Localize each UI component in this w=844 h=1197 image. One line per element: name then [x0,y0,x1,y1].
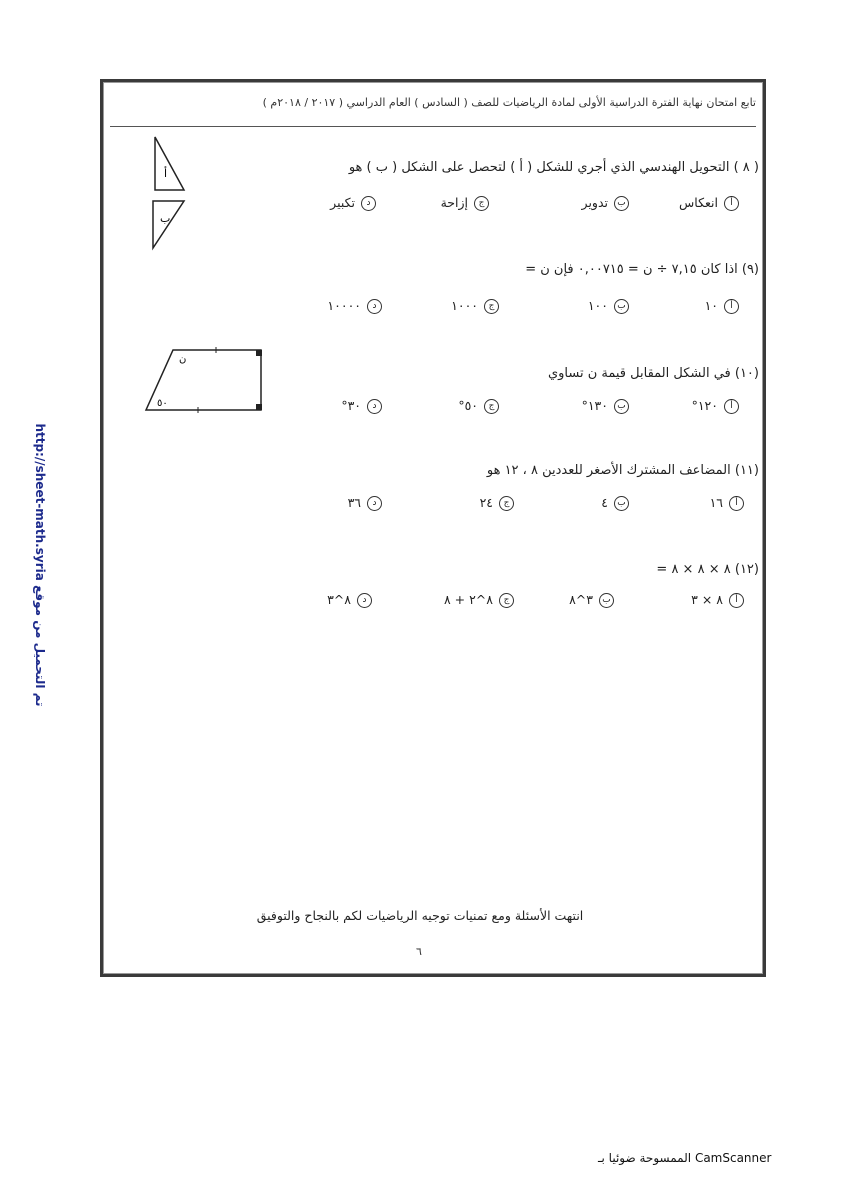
option-letter: ج [499,593,514,608]
trapezoid-figure [143,346,268,416]
option-letter: ب [614,196,629,211]
option-letter: أ [724,299,739,314]
camscanner-watermark: الممسوحة ضوئيا بـ CamScanner [598,1151,772,1165]
option-letter: ب [614,496,629,511]
svg-text:ن: ن [179,354,187,365]
option-9-c[interactable]: ج١٠٠٠ [451,298,499,314]
exam-header: تابع امتحان نهاية الفترة الدراسية الأولى لمادة الرياضيات للصف ( السادس ) العام الدراسي ( ٢٠١٧ / ٢٠١٨م ) [262,96,756,109]
option-letter: أ [729,593,744,608]
side-source-link[interactable]: تم التحميل من موقع http://sheet-math.syria [33,423,47,707]
option-10-b[interactable]: ب١٣٠° [582,398,629,414]
option-11-d[interactable]: د٣٦ [348,495,382,511]
triangle-a-figure [150,135,190,195]
option-letter: ج [484,299,499,314]
question-9: (٩) اذا كان ٧,١٥ ÷ ن = ٠,٠٠٧١٥ فإن ن = [525,262,759,277]
option-letter: ج [474,196,489,211]
svg-text:ب: ب [160,212,171,225]
option-8-d[interactable]: دتكبير [330,195,376,211]
closing-message: انتهت الأسئلة ومع تمنيات توجيه الرياضيات لكم بالنجاح والتوفيق [256,908,584,923]
option-12-b[interactable]: ب٣^٨ [569,592,614,608]
option-11-a[interactable]: أ١٦ [710,495,744,511]
question-11: (١١) المضاعف المشترك الأصغر للعددين ٨ ، ١٢ هو [486,463,759,478]
option-letter: أ [724,196,739,211]
option-letter: أ [729,496,744,511]
option-10-c[interactable]: ج٥٠° [458,398,499,414]
option-12-a[interactable]: أ٨ × ٣ [691,592,744,608]
option-letter: ج [499,496,514,511]
option-letter: د [367,496,382,511]
svg-text:أ: أ [164,167,168,180]
option-letter: أ [724,399,739,414]
option-letter: ج [484,399,499,414]
svg-text:٥٠: ٥٠ [157,398,168,409]
option-11-b[interactable]: ب٤ [601,495,629,511]
option-10-a[interactable]: أ١٢٠° [692,398,739,414]
option-letter: ب [614,399,629,414]
question-10: (١٠) في الشكل المقابل قيمة ن تساوي [547,366,759,381]
question-8: ( ٨ ) التحويل الهندسي الذي أجري للشكل ( أ ) لتحصل على الشكل ( ب ) هو [348,160,759,175]
question-12: (١٢) ٨ × ٨ × ٨ = [656,562,759,577]
option-letter: د [357,593,372,608]
option-12-c[interactable]: ج٨^٢ + ٨ [444,592,514,608]
header-divider [110,126,756,127]
option-letter: د [367,299,382,314]
option-8-a[interactable]: أانعكاس [679,195,739,211]
option-8-b[interactable]: بتدوير [582,195,629,211]
option-letter: د [367,399,382,414]
option-12-d[interactable]: د٨^٣ [327,592,372,608]
option-letter: ب [614,299,629,314]
option-letter: ب [599,593,614,608]
option-9-d[interactable]: د١٠٠٠٠ [327,298,382,314]
option-9-a[interactable]: أ١٠ [705,298,739,314]
page-number: ٦ [416,945,422,958]
option-11-c[interactable]: ج٢٤ [480,495,514,511]
option-10-d[interactable]: د٣٠° [341,398,382,414]
option-8-c[interactable]: جإزاحة [441,195,489,211]
option-letter: د [361,196,376,211]
page-border [100,79,766,977]
option-9-b[interactable]: ب١٠٠ [588,298,629,314]
triangle-b-figure [150,198,190,253]
